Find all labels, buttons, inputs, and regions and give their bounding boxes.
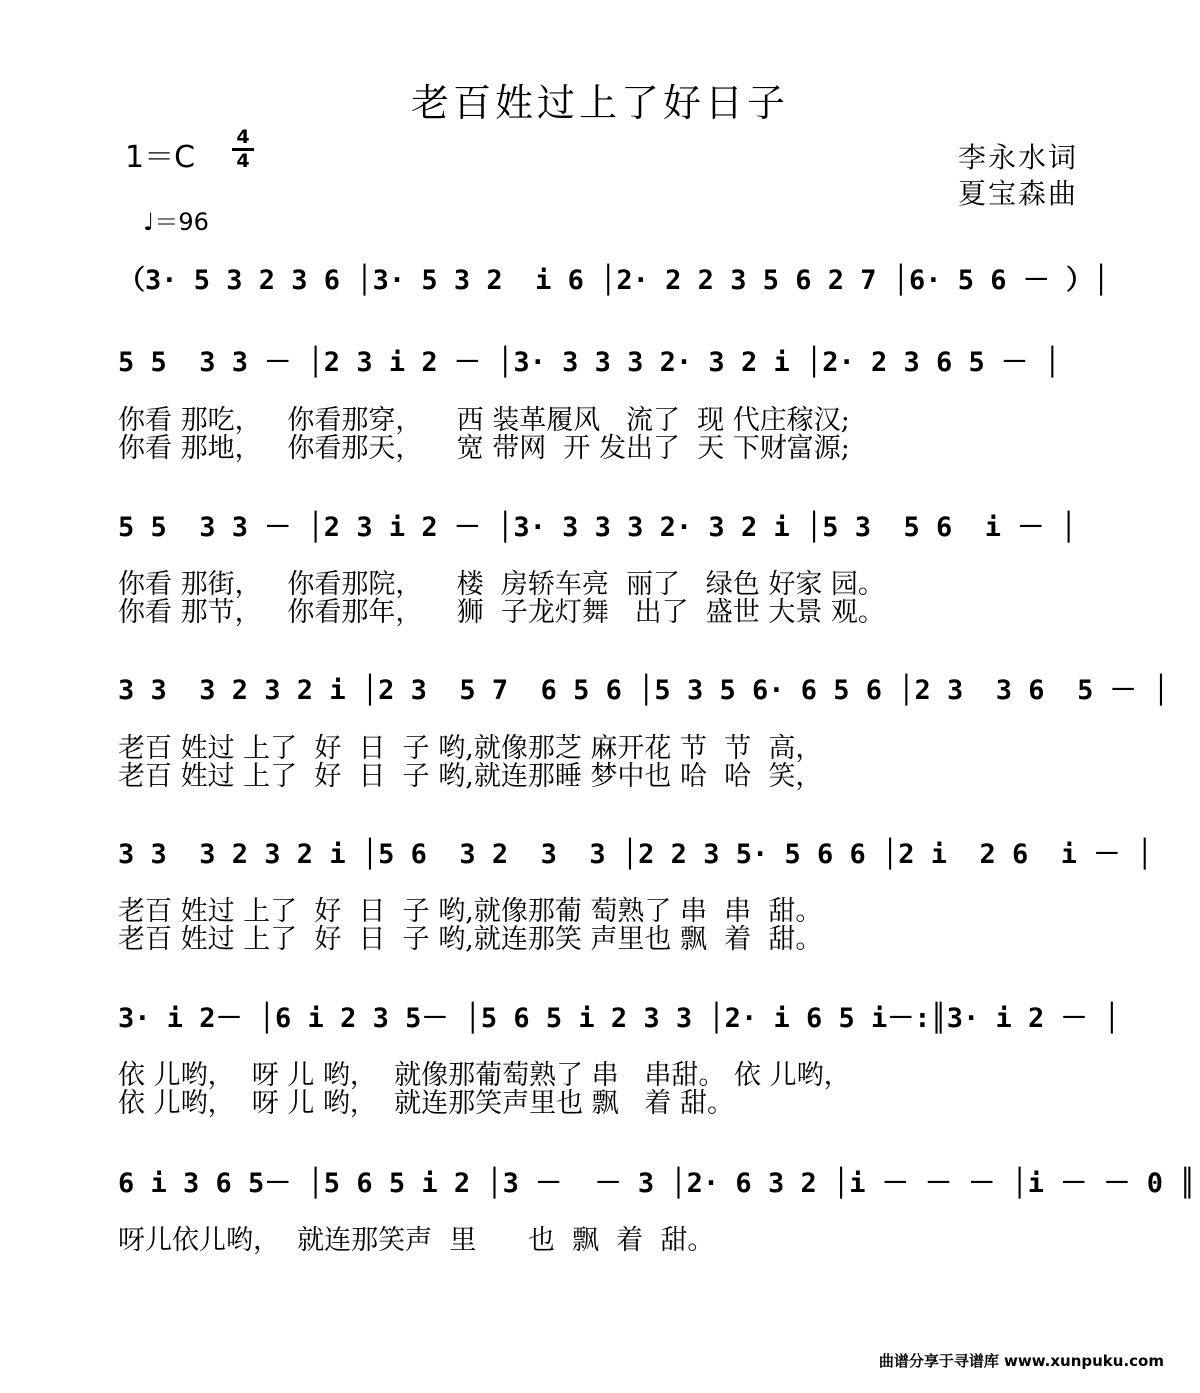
song-title: 老百姓过上了好日子 <box>410 81 789 125</box>
lyric-line: 依 儿哟， 呀 儿 哟， 就连那笑声里也 飘 着 甜。 <box>118 1088 734 1119</box>
lyric-line: 依 儿哟， 呀 儿 哟， 就像那葡萄熟了 串 串甜。 依 儿哟， <box>118 1060 851 1091</box>
time-signature <box>232 128 254 171</box>
tempo-marking: ♩＝96 <box>143 208 209 236</box>
time-signature-bottom: 4 <box>236 150 250 172</box>
lyric-line: 老百 姓过 上了 好 日 子 哟,就像那葡 萄熟了 串 串 甜。 <box>118 896 823 927</box>
notation-line: 5 5 3 3 － │2 3 i 2 － │3· 3 3 3 2· 3 2 i │5 3 5 6 i － │ <box>118 512 1077 543</box>
lyric-line: 你看 那地， 你看那天， 宽 带网 开 发出了 天 下财富源; <box>118 433 850 464</box>
notation-line: （3· 5 3 2 3 6 │3· 5 3 2 i 6 │2· 2 2 3 5 6 2 7 │6· 5 6 － ）│ <box>118 265 1110 296</box>
composer-credit: 夏宝森曲 <box>957 177 1078 210</box>
notation-line: 3 3 3 2 3 2 i │2 3 5 7 6 5 6 │5 3 5 6· 6 5 6 │2 3 3 6 5 － │ <box>118 675 1170 706</box>
key-signature: 1＝C <box>125 140 196 175</box>
lyric-line: 老百 姓过 上了 好 日 子 哟,就连那笑 声里也 飘 着 甜。 <box>118 924 823 955</box>
notation-line: 6 i 3 6 5－ │5 6 5 i 2 │3 － － 3 │2· 6 3 2 │i － － － │i － － 0 ║ <box>118 1168 1196 1199</box>
source-watermark: 曲谱分享于寻谱库 www.xunpuku.com <box>878 1352 1164 1370</box>
lyric-line: 你看 那吃， 你看那穿， 西 装革履风 流了 现 代庄稼汉; <box>118 405 850 436</box>
lyric-line: 你看 那街， 你看那院， 楼 房轿车亮 丽了 绿色 好家 园。 <box>118 569 885 600</box>
notation-line: 3 3 3 2 3 2 i │5 6 3 2 3 3 │2 2 3 5· 5 6 6 │2 i 2 6 i － │ <box>118 839 1153 870</box>
lyric-line: 呀儿依儿哟， 就连那笑声 里 也 飘 着 甜。 <box>118 1225 715 1256</box>
notation-line: 3· i 2－ │6 i 2 3 5－ │5 6 5 i 2 3 3 │2· i 6 5 i－:║3· i 2 － │ <box>118 1003 1121 1034</box>
lyric-line: 老百 姓过 上了 好 日 子 哟,就像那芝 麻开花 节 节 高， <box>118 733 823 764</box>
time-signature-top: 4 <box>236 126 250 148</box>
lyric-line: 你看 那节， 你看那年， 狮 子龙灯舞 出了 盛世 大景 观。 <box>118 597 885 628</box>
lyric-line: 老百 姓过 上了 好 日 子 哟,就连那睡 梦中也 哈 哈 笑， <box>118 761 823 792</box>
lyricist-credit: 李永水词 <box>957 141 1078 174</box>
notation-line: 5 5 3 3 － │2 3 i 2 － │3· 3 3 3 2· 3 2 i │2· 2 3 6 5 － │ <box>118 347 1061 378</box>
